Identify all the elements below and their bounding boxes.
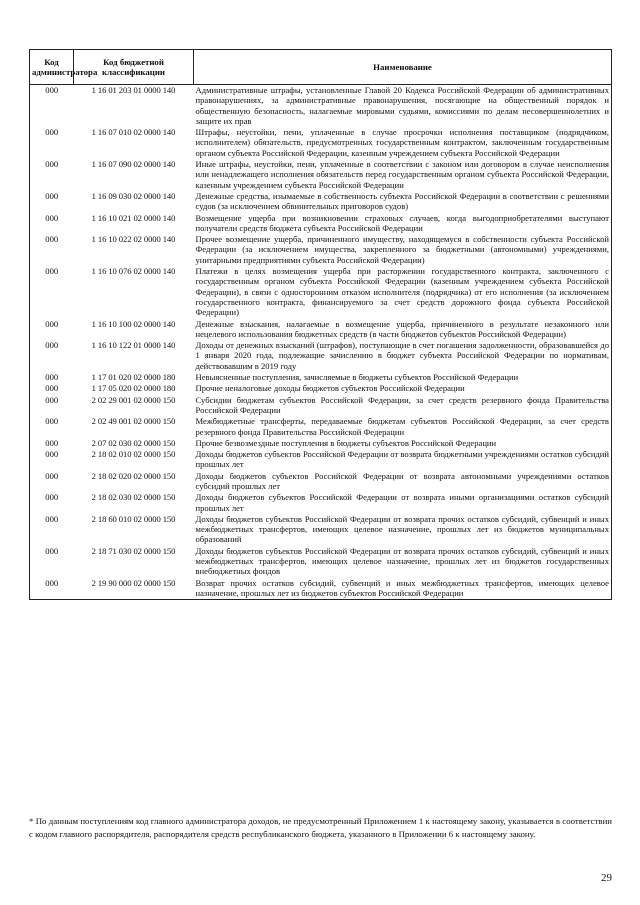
budget-code-cell: 1 17 01 020 02 0000 180	[91, 372, 176, 383]
name-cell: Прочие безвозмездные поступления в бюджеты субъектов Российской Федерации	[194, 438, 612, 449]
name-cell: Возврат прочих остатков субсидий, субвенций и иных межбюджетных трансфертов, имеющих целевое назначение, прошлых лет из бюджетов субъектов Российской Федерации	[194, 578, 612, 600]
budget-code-cell: 2 18 02 030 02 0000 150	[91, 492, 176, 503]
table-row	[30, 383, 612, 394]
table-row	[30, 578, 612, 600]
table-row	[30, 395, 612, 417]
budget-code-cell: 2 18 71 030 02 0000 150	[91, 545, 176, 556]
table-row	[30, 438, 612, 449]
revenue-codes-table	[29, 49, 612, 600]
header-admin: Код администратора	[30, 50, 74, 85]
table-row	[30, 340, 612, 372]
budget-code-cell: 1 16 10 021 02 0000 140	[91, 212, 176, 223]
name-cell: Субсидии бюджетам субъектов Российской Федерации, за счет средств резервного фонда Правительства Российской Федерации	[194, 395, 612, 417]
table-row	[30, 266, 612, 318]
admin-code-cell: 000	[30, 266, 74, 318]
name-cell: Иные штрафы, неустойки, пени, уплаченные в соответствии с законом или договором в случае неисполнения или ненадлежащего исполнения обязательств перед государственным органом субъекта Российской Федерации, казенным учреждением субъекта Российской Федерации	[194, 159, 612, 191]
table-row	[30, 514, 612, 546]
admin-code-cell: 000	[30, 159, 74, 191]
table-row	[30, 213, 612, 235]
budget-code-cell: 2 19 90 000 02 0000 150	[74, 578, 194, 600]
table-row	[30, 319, 612, 341]
admin-code-cell: 000	[30, 546, 74, 578]
budget-code-cell: 1 16 10 022 02 0000 140	[91, 234, 176, 245]
name-cell: Прочее возмещение ущерба, причиненного имуществу, находящемуся в собственности субъекта Российской Федерации (за исключением имущества, закрепленного за бюджетными (автономными) учреждениями, унитарными предприятиями субъекта Российской Федерации)	[194, 234, 612, 266]
admin-code-cell: 000	[30, 416, 74, 438]
admin-code-cell: 000	[30, 438, 74, 449]
table-row	[30, 471, 612, 493]
table-row	[30, 372, 612, 383]
budget-code-cell: 2 02 29 001 02 0000 150	[91, 394, 176, 405]
admin-code-cell: 000	[30, 471, 74, 493]
admin-code-cell: 000	[30, 85, 74, 128]
name-cell: Доходы от денежных взысканий (штрафов), поступающие в счет погашения задолженности, образовавшейся до 1 января 2020 года, подлежащие зачислению в бюджет субъекта Российской Федерации по нормативам, действовавшим в 2019 году	[194, 340, 612, 372]
budget-code-cell: 2 18 02 020 02 0000 150	[91, 470, 176, 481]
budget-code-cell: 1 16 10 100 02 0000 140	[91, 318, 176, 329]
footnote: * По данным поступлениям код главного администратора доходов, не предусмотренный Приложением 1 к настоящему закону, указывается в соответствии с кодом главного распорядителя, распорядителя средств республиканского бюджета, указанного в Приложении 6 к настоящему закону.	[29, 816, 612, 839]
name-cell: Невыясненные поступления, зачисляемые в бюджеты субъектов Российской Федерации	[194, 372, 612, 383]
table-row	[30, 416, 612, 438]
budget-code-cell: 2 18 02 010 02 0000 150	[91, 449, 176, 460]
table-row	[30, 234, 612, 266]
name-cell: Денежные средства, изымаемые в собственность субъекта Российской Федерации в соответствии с решениями судов (за исключением обвинительных приговоров судов)	[194, 191, 612, 213]
admin-code-cell: 000	[30, 127, 74, 159]
table-row	[30, 449, 612, 471]
table-row	[30, 85, 612, 128]
name-cell: Платежи в целях возмещения ущерба при расторжении государственного контракта, заключенного с государственным органом субъекта Российской Федерации (казенным учреждением субъекта Российской Федерации), в связи с односторонним отказом исполнителя (подрядчика) от его исполнения (за исключением государственного контракта, финансируемого за счет средств дорожного фонда субъекта Российской Федерации)	[194, 266, 612, 318]
name-cell: Межбюджетные трансферты, передаваемые бюджетам субъектов Российской Федерации, за счет средств резервного фонда Правительства Российской Федерации	[194, 416, 612, 438]
budget-code-cell: 2 18 60 010 02 0000 150	[91, 513, 176, 524]
admin-code-cell: 000	[30, 213, 74, 235]
budget-code-cell: 1 16 10 076 02 0000 140	[91, 266, 176, 277]
admin-code-cell: 000	[30, 191, 74, 213]
admin-code-cell: 000	[30, 372, 74, 383]
name-cell: Прочие неналоговые доходы бюджетов субъектов Российской Федерации	[194, 383, 612, 394]
table-row	[30, 127, 612, 159]
table-row	[30, 159, 612, 191]
table-body	[30, 85, 612, 600]
name-cell: Штрафы, неустойки, пени, уплаченные в случае просрочки исполнения поставщиком (подрядчиком, исполнителем) обязательств, предусмотренных государственным контрактом, заключенным государственным органом субъекта Российской Федерации, казенным учреждением субъекта Российской Федерации	[194, 127, 612, 159]
budget-code-cell: 2 07 02 030 02 0000 150	[91, 437, 176, 448]
admin-code-cell: 000	[30, 319, 74, 341]
table-row	[30, 191, 612, 213]
budget-code-cell: 1 16 10 122 01 0000 140	[91, 340, 176, 351]
budget-code-cell: 1 16 07 010 02 0000 140	[91, 127, 176, 138]
name-cell: Денежные взыскания, налагаемые в возмещение ущерба, причиненного в результате незаконного или нецелевого использования бюджетных средств (в части бюджетов субъектов Российской Федерации)	[194, 319, 612, 341]
admin-code-cell: 000	[30, 514, 74, 546]
table-row	[30, 492, 612, 514]
header-code: Код бюджетной классификации	[74, 50, 194, 85]
admin-code-cell: 000	[30, 395, 74, 417]
admin-code-cell: 000	[30, 578, 74, 600]
budget-code-cell: 2 02 49 001 02 0000 150	[91, 416, 176, 427]
name-cell: Доходы бюджетов субъектов Российской Федерации от возврата иными организациями остатков субсидий прошлых лет	[194, 492, 612, 514]
name-cell: Доходы бюджетов субъектов Российской Федерации от возврата прочих остатков субсидий, субвенций и иных межбюджетных трансфертов, имеющих целевое назначение, прошлых лет из бюджетов государственных внебюджетных фондов	[194, 546, 612, 578]
admin-code-cell: 000	[30, 234, 74, 266]
admin-code-cell: 000	[30, 449, 74, 471]
budget-code-cell: 1 16 09 030 02 0000 140	[91, 190, 176, 201]
name-cell: Доходы бюджетов субъектов Российской Федерации от возврата бюджетными учреждениями остатков субсидий прошлых лет	[194, 449, 612, 471]
admin-code-cell: 000	[30, 492, 74, 514]
table-header	[30, 50, 612, 85]
name-cell: Доходы бюджетов субъектов Российской Федерации от возврата автономными учреждениями остатков субсидий прошлых лет	[194, 471, 612, 493]
budget-code-cell: 1 16 01 203 01 0000 140	[91, 85, 176, 95]
page-number: 29	[601, 872, 612, 884]
table-row	[30, 546, 612, 578]
name-cell: Административные штрафы, установленные Главой 20 Кодекса Российской Федерации об административных правонарушениях, за административные правонарушения, посягающие на общественный порядок и общественную безопасность, налагаемые мировыми судьями, комиссиями по делам несовершеннолетних и защите их прав	[194, 85, 612, 128]
admin-code-cell: 000	[30, 383, 74, 394]
admin-code-cell: 000	[30, 340, 74, 372]
header-name: Наименование	[194, 50, 612, 85]
name-cell: Доходы бюджетов субъектов Российской Федерации от возврата прочих остатков субсидий, субвенций и иных межбюджетных трансфертов, имеющих целевое назначение, прошлых лет из бюджетов муниципальных образований	[194, 514, 612, 546]
budget-code-cell: 1 16 07 090 02 0000 140	[91, 159, 176, 170]
budget-code-cell: 1 17 05 020 02 0000 180	[91, 383, 176, 394]
name-cell: Возмещение ущерба при возникновении страховых случаев, когда выгодоприобретателями выступают получатели средств бюджета субъекта Российской Федерации	[194, 213, 612, 235]
